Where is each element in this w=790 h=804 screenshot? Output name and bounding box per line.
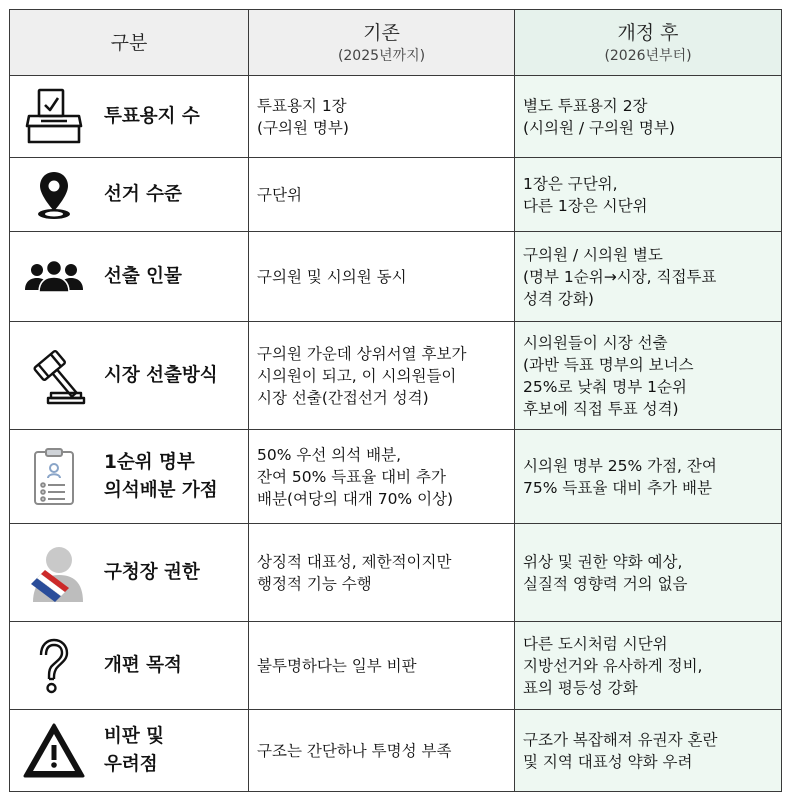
- header-category: [10, 10, 249, 76]
- table-row: [10, 622, 782, 710]
- question-mark-icon: [18, 630, 90, 702]
- new-value: 시의원 명부 25% 가점, 잔여 75% 득표율 대비 추가 배분: [523, 456, 717, 497]
- mayor-sash-icon: [18, 537, 90, 609]
- header-new: [515, 10, 782, 76]
- category-label: 선거 수준: [104, 183, 182, 205]
- table-row: [10, 232, 782, 322]
- old-value: 불투명하다는 일부 비판: [257, 656, 417, 675]
- category-label: 구청장 권한: [104, 561, 200, 583]
- category-label: 시장 선출방식: [104, 364, 218, 386]
- header-new-subtitle: (2026년부터): [604, 47, 692, 64]
- new-value: 1장은 구단위, 다른 1장은 시단위: [523, 174, 648, 215]
- header-new-title: 개정 후: [617, 21, 679, 44]
- category-label: 개편 목적: [104, 654, 182, 676]
- new-value: 다른 도시처럼 시단위 지방선거와 유사하게 정비, 표의 평등성 강화: [523, 634, 703, 697]
- header-row: [10, 10, 782, 76]
- old-value: 투표용지 1장 (구의원 명부): [257, 96, 349, 137]
- table-row: [10, 322, 782, 430]
- new-value: 위상 및 권한 약화 예상, 실질적 영향력 거의 없음: [523, 552, 688, 593]
- old-value: 상징적 대표성, 제한적이지만 행정적 기능 수행: [257, 552, 452, 593]
- old-value: 구의원 및 시의원 동시: [257, 267, 407, 286]
- new-value: 별도 투표용지 2장 (시의원 / 구의원 명부): [523, 96, 675, 137]
- table-row: [10, 524, 782, 622]
- ballot-box-icon: [18, 81, 90, 153]
- table-row: [10, 430, 782, 524]
- category-label: 선출 인물: [104, 265, 182, 287]
- category-label: 투표용지 수: [104, 105, 200, 127]
- header-old-subtitle: (2025년까지): [337, 47, 426, 64]
- table-row: [10, 76, 782, 158]
- category-label: 비판 및 우려점: [104, 725, 165, 775]
- clipboard-icon: [18, 441, 90, 513]
- old-value: 50% 우선 의석 배분, 잔여 50% 득표율 대비 추가 배분(여당의 대개 70% 이상): [257, 445, 454, 508]
- old-value: 구단위: [257, 185, 302, 204]
- table-row: [10, 158, 782, 232]
- warning-icon: [18, 715, 90, 787]
- header-old: [249, 10, 515, 76]
- new-value: 구의원 / 시의원 별도 (명부 1순위→시장, 직접투표 성격 강화): [523, 245, 717, 308]
- new-value: 시의원들이 시장 선출 (과반 득표 명부의 보너스 25%로 낮춰 명부 1순위 후보에 직접 투표 성격): [523, 333, 694, 418]
- header-category-label: 구분: [110, 31, 148, 54]
- table-row: [10, 710, 782, 792]
- comparison-table: [9, 9, 782, 792]
- people-group-icon: [18, 241, 90, 313]
- old-value: 구조는 간단하나 투명성 부족: [257, 741, 452, 760]
- old-value: 구의원 가운데 상위서열 후보가 시의원이 되고, 이 시의원들이 시장 선출(간접선거 성격): [257, 344, 467, 407]
- header-old-title: 기존: [363, 21, 400, 44]
- new-value: 구조가 복잡해져 유권자 혼란 및 지역 대표성 약화 우려: [523, 730, 718, 771]
- category-label: 1순위 명부 의석배분 가점: [104, 451, 218, 501]
- gavel-icon: [18, 340, 90, 412]
- location-pin-icon: [18, 159, 90, 231]
